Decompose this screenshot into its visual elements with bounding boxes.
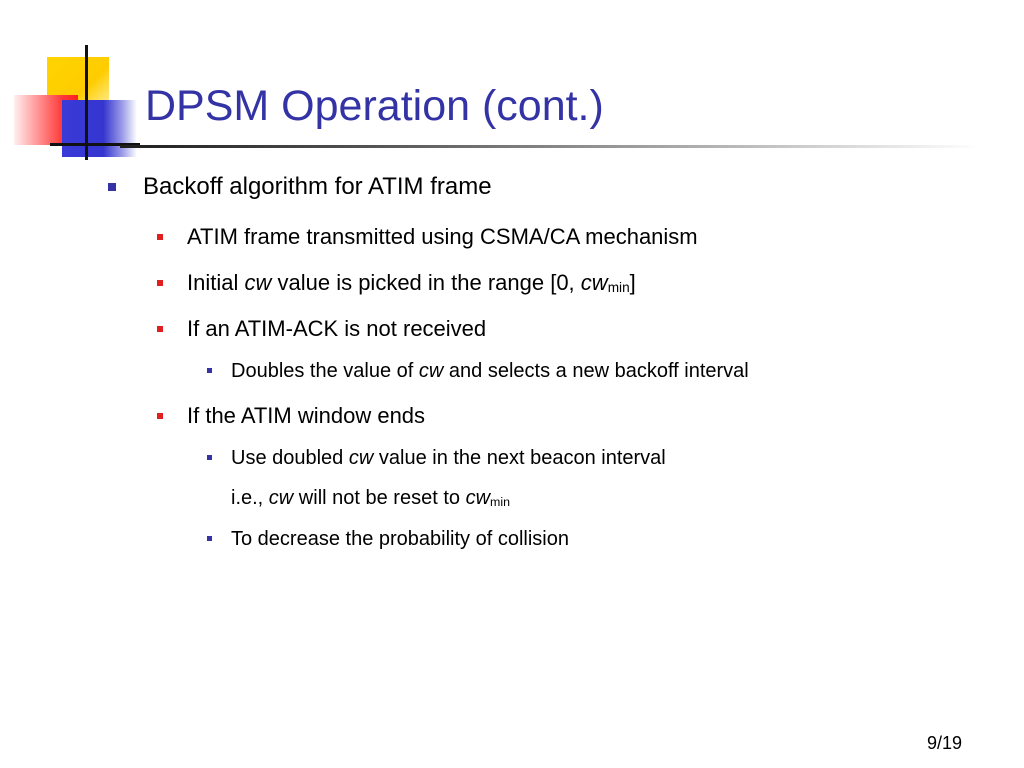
variable-cw: cw [418, 360, 444, 382]
sub-sub-bullet-item [231, 447, 666, 470]
bullet-text: i.e., [231, 487, 269, 509]
variable-cw: cw [465, 487, 491, 509]
bullet-square-icon [157, 280, 163, 286]
bullet-text: value in the next beacon interval [373, 447, 666, 469]
bullet-item [143, 173, 492, 201]
bullet-square-icon [207, 455, 212, 460]
bullet-square-icon [157, 326, 163, 332]
bullet-text: Use doubled [231, 447, 349, 469]
bullet-text: ] [629, 270, 636, 295]
bullet-text: Initial [187, 270, 245, 295]
continuation-line [231, 487, 510, 510]
variable-cw: cw [244, 270, 272, 295]
bullet-square-icon [157, 413, 163, 419]
bullet-square-icon [157, 234, 163, 240]
page-number: 9/19 [926, 733, 962, 753]
bullet-text: will not be reset to [293, 487, 466, 509]
sub-bullet-item [187, 224, 698, 250]
bullet-text: If the ATIM window ends [187, 403, 426, 428]
bullet-text: and selects a new backoff interval [443, 360, 749, 382]
variable-cw: cw [580, 270, 608, 295]
bullet-square-icon [207, 368, 212, 373]
variable-cw: cw [348, 447, 374, 469]
sub-bullet-item [187, 270, 636, 296]
sub-bullet-item [187, 316, 486, 342]
bullet-text: Doubles the value of [231, 360, 419, 382]
bullet-text: Backoff algorithm for ATIM frame [143, 173, 492, 200]
bullet-text: ATIM frame transmitted using CSMA/CA mechanism [187, 224, 698, 249]
sub-sub-bullet-item [231, 360, 749, 383]
bullet-square-icon [108, 183, 116, 191]
bullet-square-icon [207, 536, 212, 541]
bullet-text: If an ATIM-ACK is not received [187, 316, 487, 341]
bullet-text: value is picked in the range [0, [271, 270, 581, 295]
subscript-min: min [490, 494, 510, 509]
sub-bullet-item [187, 403, 425, 429]
variable-cw: cw [268, 487, 294, 509]
subscript-min: min [607, 280, 630, 296]
bullet-text: To decrease the probability of collision [231, 528, 569, 550]
sub-sub-bullet-item [231, 528, 569, 551]
slide-title: DPSM Operation (cont.) [145, 82, 604, 130]
